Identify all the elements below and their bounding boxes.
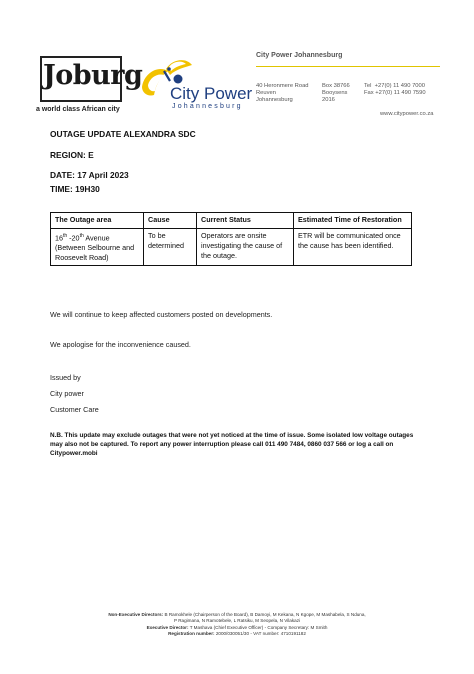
header-address: 40 Heronmere Road Reuven Johannesburg: [256, 83, 309, 104]
issued-by-block: [50, 370, 99, 418]
issuer-line: City power: [50, 389, 84, 398]
date-line: DATE: 17 April 2023: [50, 170, 129, 180]
time-line: TIME: 19H30: [50, 184, 100, 194]
table-header-row: [51, 213, 412, 229]
footer: [40, 612, 434, 637]
joburg-tagline: a world class African city: [36, 106, 120, 113]
joburg-logo: Joburg: [43, 60, 143, 91]
header-postbox: Box 38766 Booysens 2016: [322, 83, 350, 104]
city-power-logo-name: City Power: [170, 84, 253, 103]
table-row: [51, 229, 412, 266]
header-phones: Tel +27(0) 11 490 7000 Fax +27(0) 11 490 7590: [364, 83, 426, 97]
cell-status: Operators are onsite investigating the cause of the outage.: [197, 229, 294, 266]
region-line: REGION: E: [50, 150, 94, 160]
outage-table: [50, 212, 412, 266]
notice-paragraph: N.B. This update may exclude outages that were not yet noticed at the time of issue. Some isolated low voltage outages may also not be captured. To report any power interruption please call 011 490 7484, 0860 037 566 or log a call on Citypower.mobi: [50, 432, 414, 457]
footer-nonexec-line1: Non-Executive Directors: B Ramokhele (Chairperson of the Board), B Damoyi, M Kekana, N Kgope, M Mashabela, S Nduna,: [108, 612, 366, 617]
col-header-cause: Cause: [144, 213, 197, 229]
cell-area: 16th -20th Avenue (Between Selbourne and Roosevelt Road): [51, 229, 144, 266]
footer-exec-line: Executive Director: T Mashava (Chief Executive Officer) - Company Secretary: M Smith: [146, 624, 328, 630]
cell-cause: To be determined: [144, 229, 197, 266]
city-power-logo-sub: Johannesburg: [172, 103, 243, 110]
department-line: Customer Care: [50, 405, 99, 414]
col-header-restoration: Estimated Time of Restoration: [294, 213, 412, 229]
header-website: www.citypower.co.za: [380, 111, 434, 117]
apology-paragraph: We apologise for the inconvenience caused.: [50, 340, 191, 349]
col-header-area: The Outage area: [51, 213, 144, 229]
issued-by-line: Issued by: [50, 373, 81, 382]
header-company: City Power Johannesburg: [256, 52, 343, 59]
header-divider: [256, 66, 440, 67]
footer-nonexec-line2: P Ragimana, N Ramotebele, L Ratsiku, M Seopela, N Vilakazi: [173, 618, 301, 624]
cell-restoration: ETR will be communicated once the cause has been identified.: [294, 229, 412, 266]
footer-registration-line: Registration number: 2000/030051/30 - VAT number: 4710191182: [168, 630, 306, 636]
col-header-status: Current Status: [197, 213, 294, 229]
update-paragraph: We will continue to keep affected customers posted on developments.: [50, 310, 273, 319]
update-title: OUTAGE UPDATE ALEXANDRA SDC: [50, 129, 196, 139]
